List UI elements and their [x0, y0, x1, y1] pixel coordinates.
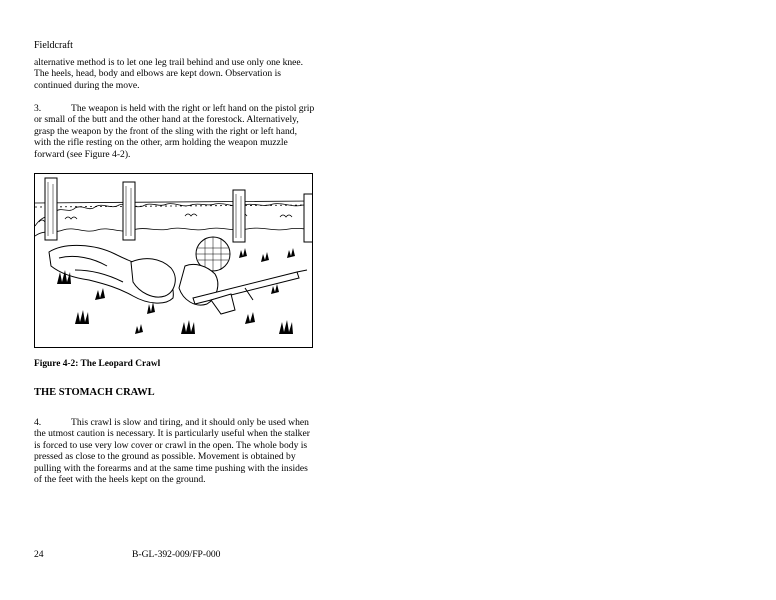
figure-leopard-crawl	[34, 173, 313, 348]
fence-post	[45, 178, 57, 240]
paragraph-4	[34, 417, 316, 485]
document-reference: B-GL-392-009/FP-000	[132, 549, 221, 560]
fence-post	[123, 182, 135, 240]
paragraph-3	[34, 103, 316, 160]
running-header: Fieldcraft	[34, 40, 73, 51]
figure-caption: Figure 4-2: The Leopard Crawl	[34, 359, 161, 369]
paragraph-text: The weapon is held with the right or left hand on the pistol grip or small of the butt and the other hand at the forestock. Alternatively, grasp the weapon by the front of the sling with the right or left hand, with the rifle resting on the other, arm holding the weapon muzzle forward (see Figure 4-2).	[34, 103, 315, 160]
barbed-wire	[35, 201, 312, 203]
leopard-crawl-illustration	[35, 174, 312, 347]
paragraph-continuation: alternative method is to let one leg trail behind and use only one knee. The heels, head, body and elbows are kept down. Observation is continued during the move.	[34, 57, 304, 91]
crawling-soldier	[49, 237, 307, 314]
paragraph-number: 3.	[34, 103, 42, 114]
paragraph-text: This crawl is slow and tiring, and it should only be used when the utmost caution is necessary. It is particularly useful when the stalker is forced to use very low cover or crawl in the open. The whole body is pressed as close to the ground as possible. Movement is obtained by pulling with the forearms and at the same time pushing with the insides of the feet with the heels kept on the ground.	[34, 417, 310, 486]
paragraph-number: 4.	[34, 417, 42, 428]
page-number: 24	[34, 549, 44, 560]
section-heading: THE STOMACH CRAWL	[34, 387, 155, 398]
fence-post	[233, 190, 245, 242]
fence-post	[304, 194, 312, 242]
